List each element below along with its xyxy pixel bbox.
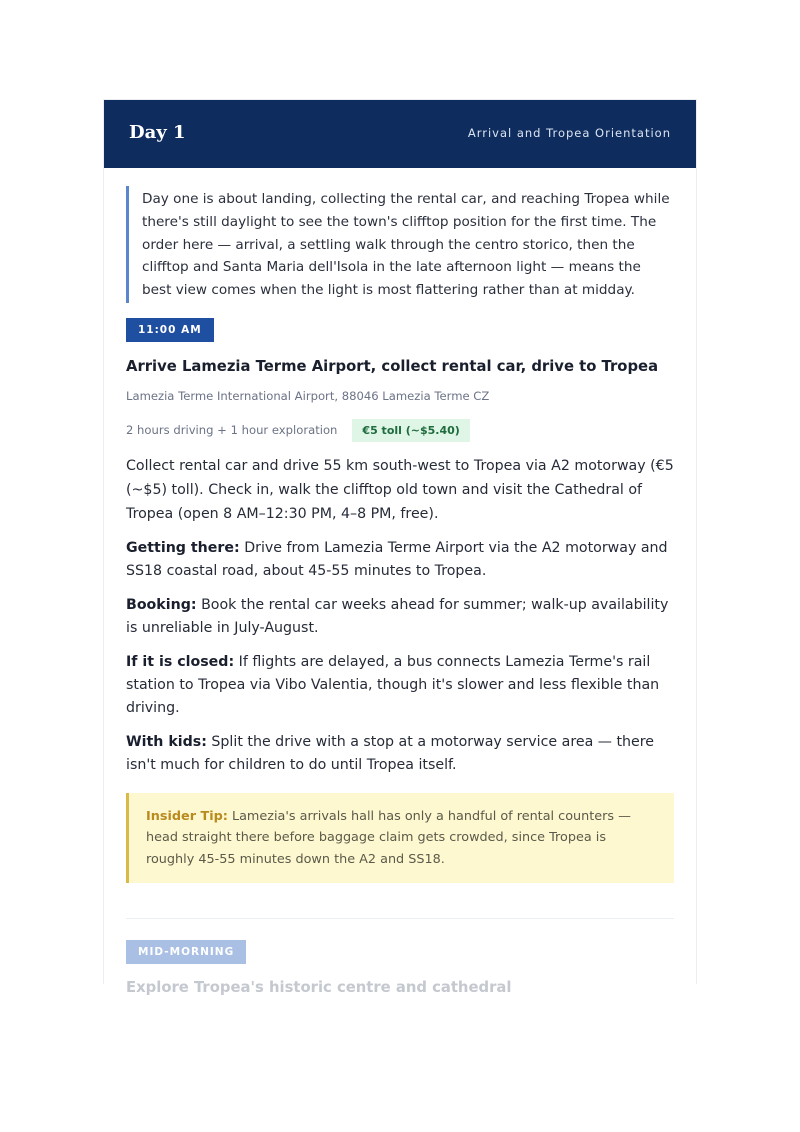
if-closed-label: If it is closed: (126, 653, 235, 670)
if-closed (126, 651, 674, 720)
with-kids (126, 731, 674, 777)
activity-title: Arrive Lamezia Terme Airport, collect rental car, drive to Tropea (126, 357, 659, 375)
booking-label: Booking: (126, 596, 197, 613)
getting-there-text: Drive from Lamezia Terme Airport via the A2 motorway and SS18 coastal road, about 45-55 minutes to Tropea. (126, 539, 668, 579)
insider-tip-text: Lamezia's arrivals hall has only a handful of rental counters — head straight there before baggage claim gets crowded, since Tropea is roughly 45-55 minutes down the A2 and SS18. (146, 808, 631, 867)
getting-there-label: Getting there: (126, 539, 240, 556)
getting-there (126, 537, 674, 583)
cost-badge: €5 toll (~$5.40) (352, 419, 469, 442)
activity-meta (126, 419, 674, 442)
day-intro: Day one is about landing, collecting the rental car, and reaching Tropea while there's still daylight to see the town's clifftop position for the first time. The order here — arrival, a settling walk through the centro storico, then the clifftop and Santa Maria dell'Isola in the late afternoon light — means the best view comes when the light is most flattering rather than at midday. (126, 186, 674, 303)
divider (126, 918, 674, 919)
next-time-badge: MID-MORNING (126, 940, 246, 964)
insider-tip-label: Insider Tip: (146, 808, 228, 824)
time-badge: 11:00 AM (126, 318, 214, 342)
with-kids-label: With kids: (126, 733, 207, 750)
if-closed-text: If flights are delayed, a bus connects Lamezia Terme's rail station to Tropea via Vibo Valentia, though it's slower and less flexible than driving. (126, 653, 660, 716)
activity-duration: 2 hours driving + 1 hour exploration (126, 423, 338, 438)
booking (126, 594, 674, 640)
with-kids-text: Split the drive with a stop at a motorway service area — there isn't much for children to do until Tropea itself. (126, 733, 655, 773)
booking-text: Book the rental car weeks ahead for summer; walk-up availability is unreliable in July-August. (126, 596, 669, 636)
day-title: Day 1 (129, 122, 186, 143)
day-subtitle: Arrival and Tropea Orientation (467, 126, 671, 140)
activity-description: Collect rental car and drive 55 km south-west to Tropea via A2 motorway (€5 (~$5) toll). Check in, walk the clifftop old town and visit the Cathedral of Tropea (open 8 AM–12:30 PM, 4–8 PM, free). (126, 457, 674, 522)
next-activity-title: Explore Tropea's historic centre and cathedral (126, 979, 512, 997)
day-card (103, 99, 697, 997)
activity-address: Lamezia Terme International Airport, 88046 Lamezia Terme CZ (126, 388, 490, 403)
insider-tip (126, 793, 674, 884)
day-body (104, 186, 696, 996)
day-header (104, 100, 696, 168)
